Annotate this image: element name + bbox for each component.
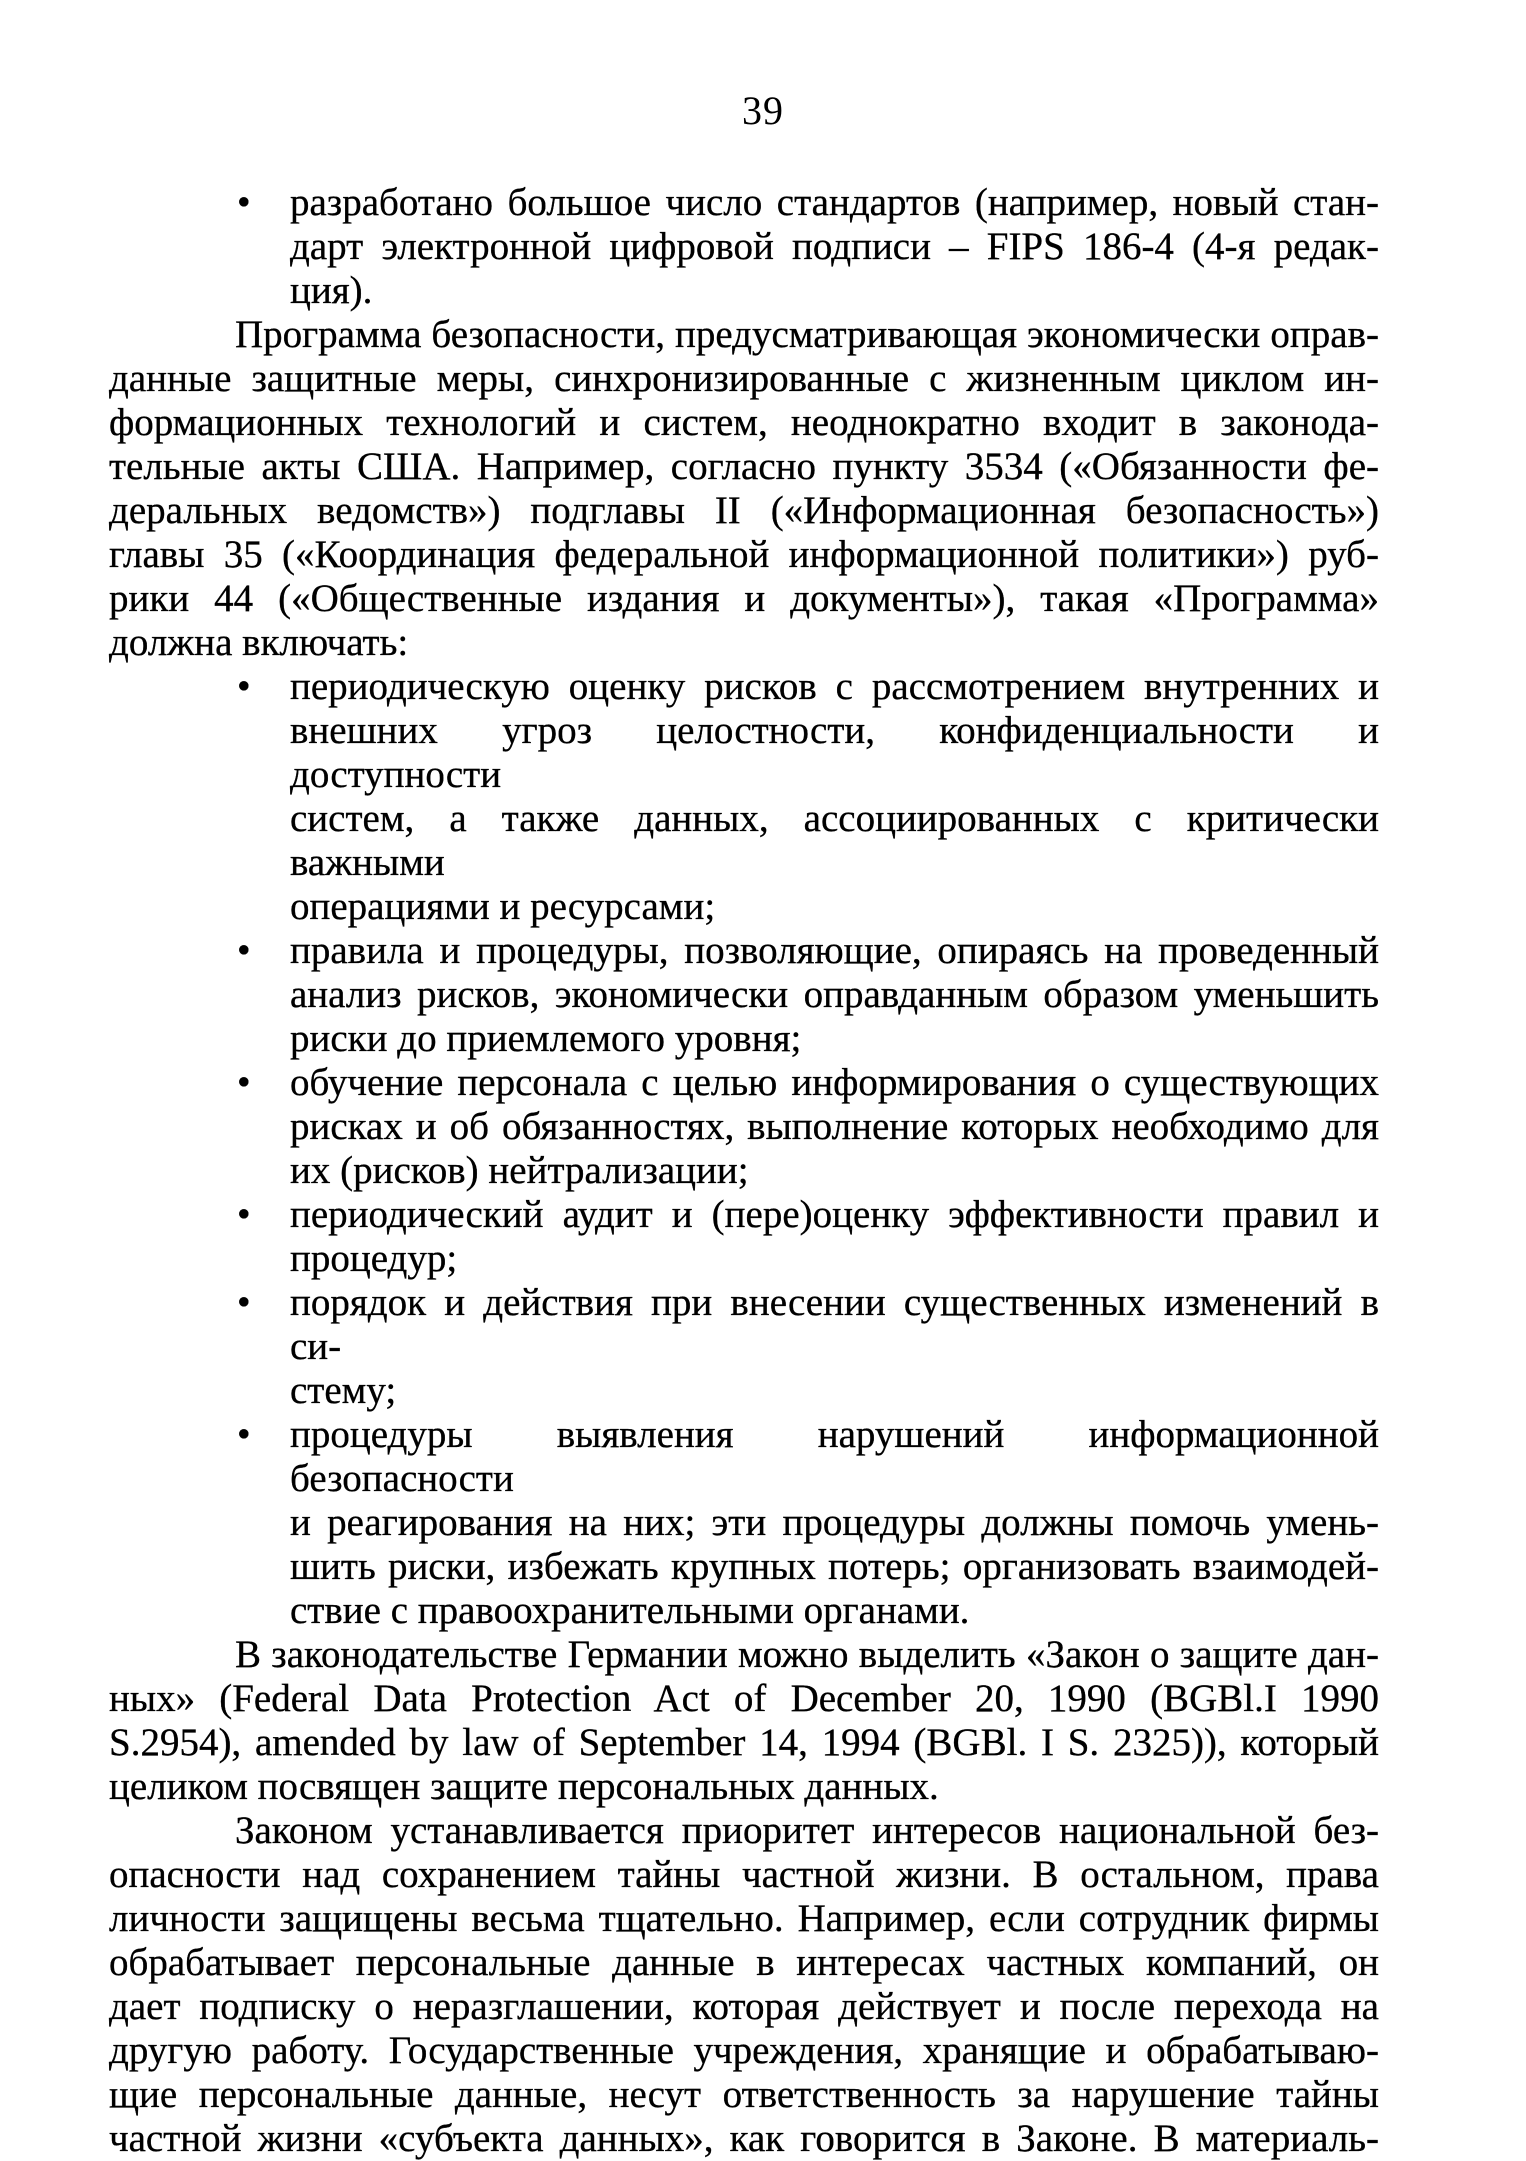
text-line: щие персональные данные, несут ответственность за нарушение тайны xyxy=(109,2073,1379,2116)
text-line: формационных технологий и систем, неоднократно входит в законода- xyxy=(109,401,1379,444)
text-line: шить риски, избежать крупных потерь; организовать взаимодей- xyxy=(290,1545,1379,1588)
text-line: Законом устанавливается приоритет интересов национальной без- xyxy=(235,1809,1379,1852)
text-line: обрабатывает персональные данные в интересах частных компаний, он xyxy=(109,1941,1379,1984)
list-item-risk-assessment xyxy=(109,665,1379,929)
text-line: и реагирования на них; эти процедуры должны помочь умень- xyxy=(290,1501,1379,1544)
text-line: систем, а также данных, ассоциированных с критически важными xyxy=(290,797,1379,884)
list-item-change-procedure xyxy=(109,1281,1379,1413)
list-item-rules-procedures xyxy=(109,929,1379,1061)
text-line: правила и процедуры, позволяющие, опираясь на проведенный xyxy=(290,929,1379,972)
bullet-marker-icon: • xyxy=(237,1413,251,1456)
text-line: риски до приемлемого уровня; xyxy=(290,1017,802,1060)
text-line: деральных ведомств») подглавы II («Информационная безопасность») xyxy=(109,489,1379,532)
text-line: главы 35 («Координация федеральной информационной политики») руб- xyxy=(109,533,1379,576)
text-line: ствие с правоохранительными органами. xyxy=(290,1589,970,1632)
list-item-periodic-audit xyxy=(109,1193,1379,1281)
bullet-marker-icon: • xyxy=(237,1061,251,1104)
bullet-marker-icon: • xyxy=(237,1281,251,1324)
text-line: процедур; xyxy=(290,1237,458,1280)
text-line: частной жизни «субъекта данных», как говорится в Законе. В материаль- xyxy=(109,2117,1379,2160)
text-line: личности защищены весьма тщательно. Например, если сотрудник фирмы xyxy=(109,1897,1379,1940)
text-line: внешних угроз целостности, конфиденциальности и доступности xyxy=(290,709,1379,796)
page-number: 39 xyxy=(742,88,784,133)
bullet-marker-icon: • xyxy=(237,181,251,224)
text-line: дарт электронной цифровой подписи – FIPS 186-4 (4-я редак- xyxy=(290,225,1379,268)
text-line: ция). xyxy=(290,269,373,312)
text-line: тельные акты США. Например, согласно пункту 3534 («Обязанности фе- xyxy=(109,445,1379,488)
text-line: другую работу. Государственные учреждения, хранящие и обрабатываю- xyxy=(109,2029,1379,2072)
text-line: обучение персонала с целью информирования о существующих xyxy=(290,1061,1379,1104)
text-block xyxy=(109,181,1379,2161)
bullet-marker-icon: • xyxy=(237,665,251,708)
text-line: опасности над сохранением тайны частной жизни. В остальном, права xyxy=(109,1853,1379,1896)
list-item-incident-detection xyxy=(109,1413,1379,1633)
text-line: В законодательстве Германии можно выделить «Закон о защите дан- xyxy=(235,1633,1379,1676)
text-line: порядок и действия при внесении существенных изменений в си- xyxy=(290,1281,1379,1368)
bullet-marker-icon: • xyxy=(237,1193,251,1236)
text-line: анализ рисков, экономически оправданным образом уменьшить xyxy=(290,973,1379,1016)
text-line: периодическую оценку рисков с рассмотрением внутренних и xyxy=(290,665,1379,708)
text-line: Программа безопасности, предусматривающая экономически оправ- xyxy=(235,313,1379,356)
text-line: рисках и об обязанностях, выполнение которых необходимо для xyxy=(290,1105,1379,1148)
list-item-standards xyxy=(109,181,1379,313)
list-item-personnel-training xyxy=(109,1061,1379,1193)
text-line: рики 44 («Общественные издания и документы»), такая «Программа» xyxy=(109,577,1379,620)
text-line: должна включать: xyxy=(109,621,409,664)
text-line: операциями и ресурсами; xyxy=(290,885,716,928)
bullet-marker-icon: • xyxy=(237,929,251,972)
text-line: их (рисков) нейтрализации; xyxy=(290,1149,749,1192)
text-line: периодический аудит и (пере)оценку эффективности правил и xyxy=(290,1193,1379,1236)
text-line: целиком посвящен защите персональных данных. xyxy=(109,1765,939,1808)
text-line: дает подписку о неразглашении, которая действует и после перехода на xyxy=(109,1985,1379,2028)
paragraph-german-law xyxy=(109,1633,1379,1809)
paragraph-law-priorities xyxy=(109,1809,1379,2161)
program-requirements-list xyxy=(109,665,1379,1633)
text-line: данные защитные меры, синхронизированные с жизненным циклом ин- xyxy=(109,357,1379,400)
text-line: процедуры выявления нарушений информационной безопасности xyxy=(290,1413,1379,1500)
text-line: разработано большое число стандартов (например, новый стан- xyxy=(290,181,1379,224)
text-line: ных» (Federal Data Protection Act of December 20, 1990 (BGBl.I 1990 xyxy=(109,1677,1379,1720)
paragraph-security-program xyxy=(109,313,1379,665)
text-line: S.2954), amended by law of September 14, 1994 (BGBl. I S. 2325)), который xyxy=(109,1721,1379,1764)
text-line: стему; xyxy=(290,1369,397,1412)
